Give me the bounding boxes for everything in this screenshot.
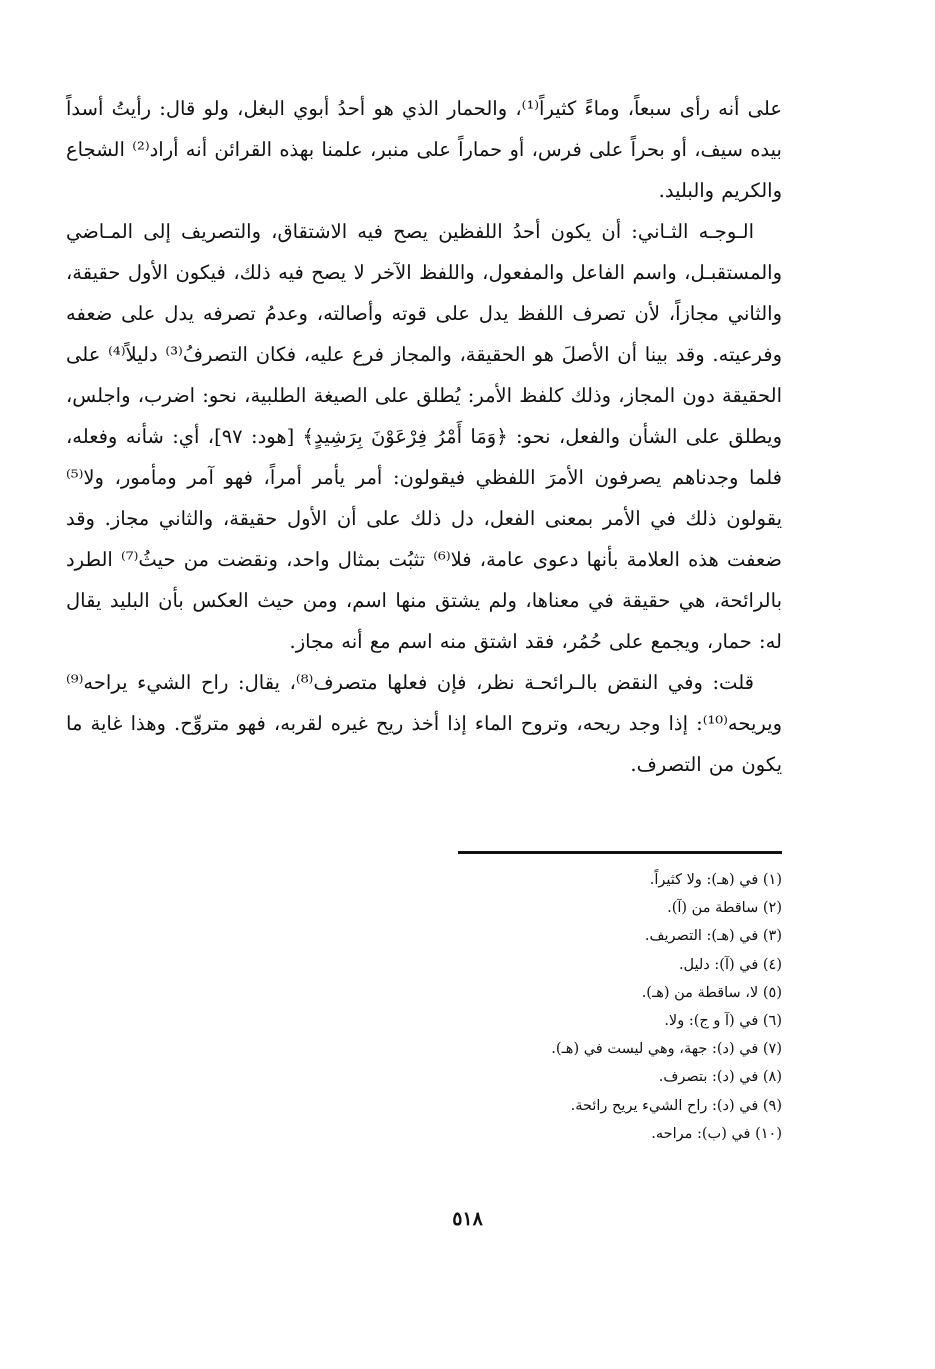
paragraph-1: على أنه رأى سبعاً، وماءً كثيراً⁽¹⁾، والحمار الذي هو أحدُ أبوي البغل، ولو قال: رأيتُ أسداً بيده سيف، أو بحراً على فرس، أو حماراً على منبر، علمنا بهذه القرائن أنه أراد⁽²⁾ الشجاع والكريم والبليد. <box>66 97 783 202</box>
footnotes-list <box>300 866 782 1148</box>
footnote-2: (٢) ساقطة من (آ). <box>667 900 782 917</box>
footnote-8: (٨) في (د): بتصرف. <box>658 1069 782 1086</box>
footnote-5: (٥) لا، ساقطة من (هـ). <box>641 984 782 1001</box>
paragraph-2: الـوجـه الثـاني: أن يكون أحدُ اللفظين يصح فيه الاشتقاق، والتصريف إلى المـاضي والمستقبـل، واسم الفاعل والمفعول، واللفظ الآخر لا يصح فيه ذلك، فيكون الأول حقيقة، والثاني مجازاً، لأن تصرف اللفظ يدل على قوته وأصالته، وعدمُ تصرفه يدل على ضعفه وفرعيته. وقد بينا أن الأصلَ هو الحقيقة، والمجاز فرع عليه، فكان التصرفُ⁽³⁾ دليلاً⁽⁴⁾ على الحقيقة دون المجاز، وذلك كلفظ الأمر: يُطلق على الصيغة الطلبية، نحو: اضرب، واجلس، ويطلق على الشأن والفعل، نحو: ﴿وَمَا أَمْرُ فِرْعَوْنَ بِرَشِيدٍ﴾ [هود: ٩٧]، أي: شأنه وفعله، فلما وجدناهم يصرفون الأمرَ اللفظي فيقولون: أمر يأمر أمراً، فهو آمر ومأمور، ولا⁽⁵⁾ يقولون ذلك في الأمر بمعنى الفعل، دل ذلك على أن الأول حقيقة، والثاني مجاز. وقد ضعفت هذه العلامة بأنها دعوى عامة، فلا⁽⁶⁾ تثبُت بمثال واحد، ونقضت من حيثُ⁽⁷⁾ الطرد بالرائحة، هي حقيقة في معناها، ولم يشتق منها اسم، ومن حيث العكس بأن البليد يقال له: حمار، ويجمع على حُمُر، فقد اشتق منه اسم مع أنه مجاز. <box>66 220 783 653</box>
paragraph-3: قلت: وفي النقض بالـرائحـة نظر، فإن فعلها متصرف⁽⁸⁾، يقال: راح الشيء يراحه⁽⁹⁾ ويريحه⁽¹⁰⁾: إذا وجد ريحه، وتروح الماء إذا أخذ ريح غيره لقربه، فهو متروِّح. وهذا غاية ما يكون من التصرف. <box>66 671 782 776</box>
main-text <box>66 88 782 785</box>
footnote-9: (٩) في (د): راح الشيء يريح رائحة. <box>570 1097 782 1114</box>
page-number: ٥١٨ <box>452 1208 483 1230</box>
footnote-10: (١٠) في (ب): مراحه. <box>651 1125 782 1142</box>
footnote-3: (٣) في (هـ): التصريف. <box>644 928 782 945</box>
footnote-7: (٧) في (د): جهة، وهي ليست في (هـ). <box>551 1041 782 1058</box>
footnote-4: (٤) في (آ): دليل. <box>678 956 782 973</box>
footnote-6: (٦) في (آ و ج): ولا. <box>664 1013 782 1030</box>
footnote-separator <box>458 851 782 854</box>
footnote-1: (١) في (هـ): ولا كثيراً. <box>649 872 782 888</box>
